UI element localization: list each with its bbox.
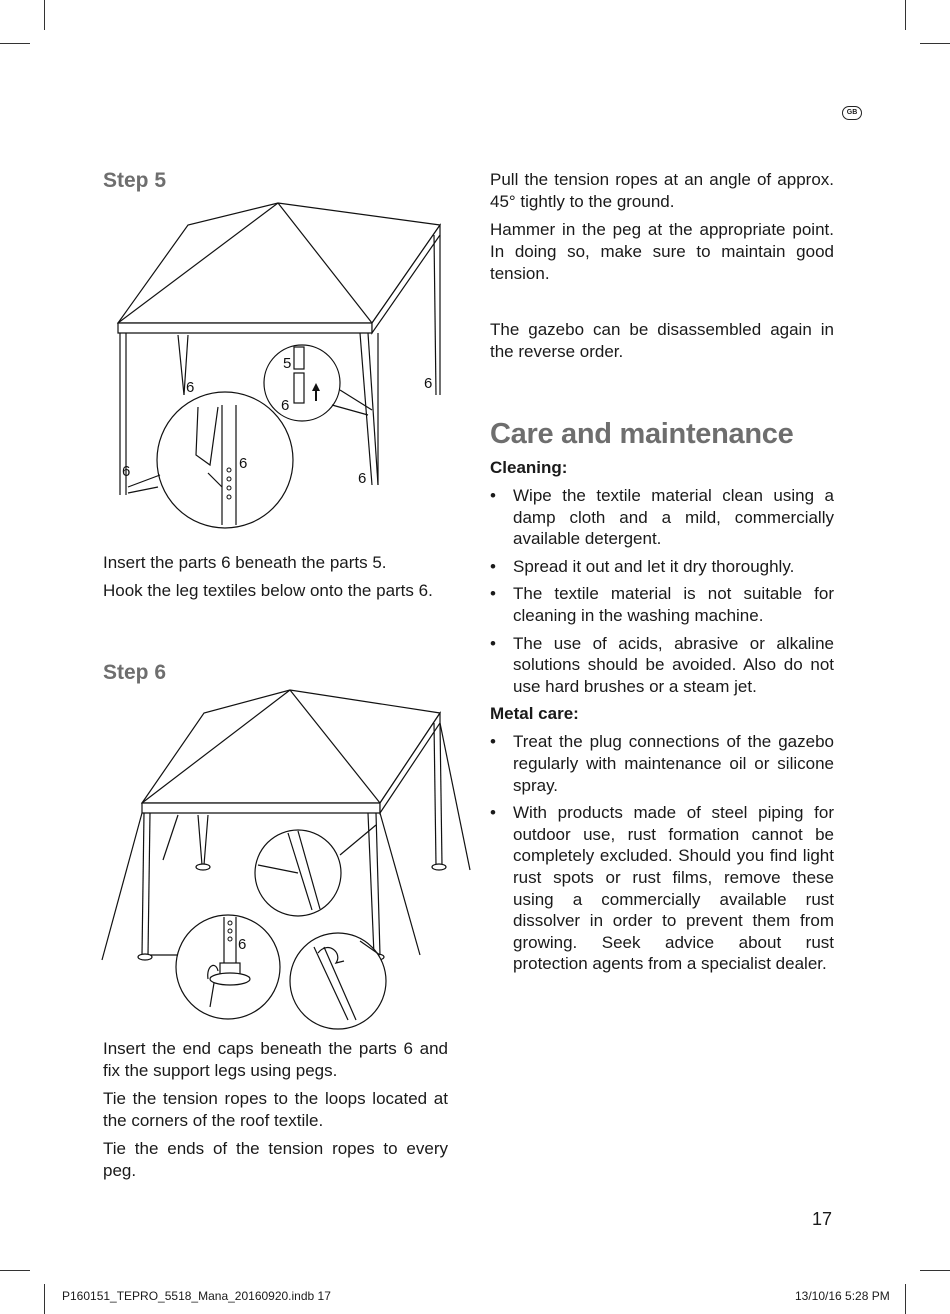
list-item: • The use of acids, abrasive or alkaline solutions should be avoided. Also do not use hard brushes or a steam jet.	[490, 633, 834, 698]
cleaning-list	[490, 485, 834, 697]
step5-illustration	[100, 195, 460, 555]
label-6: 6	[358, 470, 367, 487]
list-item: • Spread it out and let it dry thoroughly.	[490, 556, 834, 578]
crop-mark	[920, 1270, 950, 1271]
cleaning-subheading: Cleaning:	[490, 458, 568, 477]
crop-mark	[920, 43, 950, 44]
tension-instructions	[490, 169, 834, 291]
crop-mark	[0, 43, 30, 44]
list-item: • Treat the plug connections of the gazebo regularly with maintenance oil or silicone spray.	[490, 731, 834, 796]
paragraph: The gazebo can be disassembled again in the reverse order.	[490, 320, 834, 361]
label-6: 6	[424, 375, 433, 392]
step5-title: Step 5	[103, 169, 167, 192]
label-6: 6	[281, 397, 290, 414]
care-section	[490, 457, 834, 981]
paragraph: Tie the tension ropes to the loops located at the corners of the roof textile.	[103, 1089, 448, 1130]
step6-title: Step 6	[103, 661, 167, 684]
paragraph: Insert the parts 6 beneath the parts 5.	[103, 553, 387, 572]
page-number: 17	[812, 1209, 833, 1229]
label-6: 6	[238, 936, 247, 953]
language-badge: GB	[842, 106, 862, 120]
footer-file: P160151_TEPRO_5518_Mana_20160920.indb 17	[62, 1289, 331, 1303]
paragraph: Insert the end caps beneath the parts 6 and fix the support legs using pegs.	[103, 1039, 448, 1080]
crop-mark	[44, 0, 45, 30]
label-6: 6	[122, 463, 131, 480]
label-6: 6	[239, 455, 248, 472]
label-6: 6	[186, 379, 195, 396]
paragraph: Hook the leg textiles below onto the parts 6.	[103, 581, 433, 600]
list-item: • The textile material is not suitable for cleaning in the washing machine.	[490, 583, 834, 626]
crop-mark	[905, 1284, 906, 1314]
crop-mark	[0, 1270, 30, 1271]
paragraph: Pull the tension ropes at an angle of approx. 45° tightly to the ground.	[490, 170, 834, 211]
step5-text	[103, 552, 448, 608]
step6-text	[103, 1038, 448, 1188]
crop-mark	[905, 0, 906, 30]
paragraph: Hammer in the peg at the appropriate point. In doing so, make sure to maintain good tension.	[490, 220, 834, 283]
disassembly-note	[490, 319, 834, 369]
list-item: • With products made of steel piping for outdoor use, rust formation cannot be completely excluded. Should you find light rust spots or rust films, remove these using a commercially available rust dissolver in order to prevent them from growing. Seek advice about rust protection agents from a specialist dealer.	[490, 802, 834, 975]
footer-timestamp: 13/10/16 5:28 PM	[795, 1289, 890, 1303]
metal-care-list	[490, 731, 834, 975]
crop-mark	[44, 1284, 45, 1314]
label-5: 5	[283, 355, 292, 372]
metal-care-subheading: Metal care:	[490, 704, 579, 724]
list-item: • Wipe the textile material clean using a damp cloth and a mild, commercially available detergent.	[490, 485, 834, 550]
step6-illustration	[98, 685, 473, 1030]
paragraph: Tie the ends of the tension ropes to every peg.	[103, 1139, 448, 1180]
care-heading: Care and maintenance	[490, 418, 794, 450]
